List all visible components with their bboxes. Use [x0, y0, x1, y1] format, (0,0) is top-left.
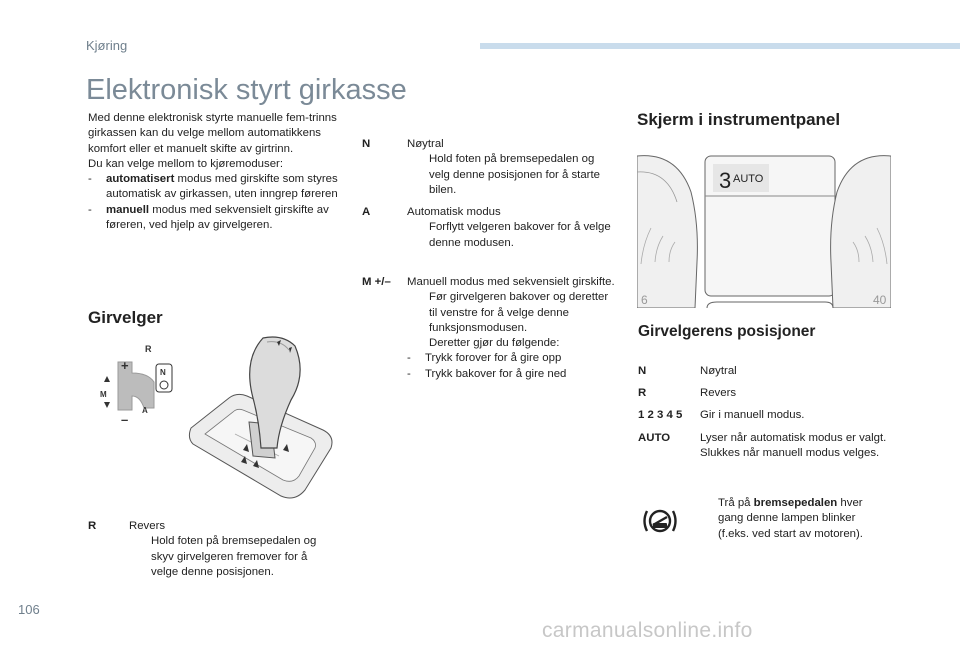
intro-mode-list [88, 172, 338, 233]
page-number: 106 [18, 602, 40, 617]
mode-manual-block [362, 275, 622, 400]
left-gauge-number: 6 [641, 293, 648, 307]
brake-note-step: Trå på bremsepedalen hver gang denne lampen blinker (f.eks. ved start av motoren). [718, 497, 863, 540]
screen-heading: Skjerm i instrumentpanel [637, 110, 841, 129]
mode-followup: Deretter gjør du følgende: [429, 337, 560, 350]
list-item: - automatisert modus med girskifte som styres automatisk av girkassen, uten inngrep føreren [88, 173, 338, 201]
mode-description [407, 275, 617, 382]
watermark: carmanualsonline.info [542, 619, 753, 642]
mode-key: M +/– [362, 276, 391, 288]
girvelger-heading: Girvelger [88, 308, 163, 327]
mode-dash-list [407, 351, 617, 382]
auto-mode-display: AUTO [733, 173, 764, 185]
gear-lever-illustration [183, 330, 335, 500]
mode-auto-block [362, 205, 622, 253]
mode-step: Forflytt velgeren bakover for å velge denne modusen. [429, 221, 611, 249]
brake-note [696, 496, 876, 542]
intro-modes-lead: Du kan velge mellom to kjøremoduser: [88, 157, 283, 170]
instrument-panel-illustration [637, 152, 891, 308]
brake-pedal-warning-icon [640, 503, 680, 539]
reverse-mode-block [88, 519, 338, 581]
position-value: Gir i manuell modus. [700, 409, 805, 421]
position-value: Nøytral [700, 365, 737, 377]
position-key: 1 2 3 4 5 [638, 409, 683, 421]
gear-pattern-diagram [96, 340, 178, 430]
intro-text [88, 111, 338, 233]
gear-label-a: A [142, 406, 148, 415]
list-item: - Trykk forover for å gire opp [407, 352, 562, 365]
mode-title: Nøytral [407, 138, 444, 150]
reverse-title: Revers [129, 520, 166, 532]
mode-description [407, 205, 617, 251]
right-gauge-number: 40 [873, 293, 887, 307]
gear-digit-display: 3 [719, 168, 732, 193]
mode-title: Manuell modus med sekvensielt girskifte. [407, 276, 615, 288]
gear-label-plus: + [121, 358, 129, 373]
position-value: Revers [700, 387, 737, 399]
position-value: Lyser når automatisk modus er valgt. Slukkes når manuell modus velges. [700, 432, 887, 460]
page-title: Elektronisk styrt girkasse [86, 74, 407, 106]
gear-label-n: N [160, 368, 166, 377]
position-key: AUTO [638, 432, 671, 444]
list-item: - Trykk bakover for å gire ned [407, 367, 567, 380]
mode-step: Før girvelgeren bakover og deretter til venstre for å velge denne funksjonsmodusen. [429, 291, 609, 334]
reverse-step: Hold foten på bremsepedalen og skyv girvelgeren fremover for å velge denne posisjonen. [151, 535, 317, 578]
list-item: - manuell modus med sekvensielt girskifte av føreren, ved hjelp av girvelgeren. [88, 203, 329, 232]
reverse-description [129, 519, 337, 580]
section-label: Kjøring [86, 38, 128, 53]
mode-key: A [362, 206, 371, 218]
mode-title: Automatisk modus [407, 206, 501, 218]
gear-label-minus: – [121, 412, 129, 427]
gear-label-r: R [145, 344, 152, 354]
position-key: N [638, 365, 647, 377]
mode-description [407, 137, 617, 198]
reverse-key: R [88, 520, 97, 532]
positions-heading: Girvelgerens posisjoner [638, 323, 816, 340]
position-key: R [638, 387, 647, 399]
section-bar [480, 43, 960, 49]
mode-key: N [362, 138, 371, 150]
gear-label-m: M [100, 390, 107, 399]
intro-paragraph: Med denne elektronisk styrte manuelle fem-trinns girkassen kan du velge mellom automatikkens komfort eller et manuelt skifte av girtrinn. [88, 112, 337, 155]
mode-neutral-block [362, 137, 622, 199]
mode-step: Hold foten på bremsepedalen og velg denne posisjonen for å starte bilen. [429, 153, 600, 196]
